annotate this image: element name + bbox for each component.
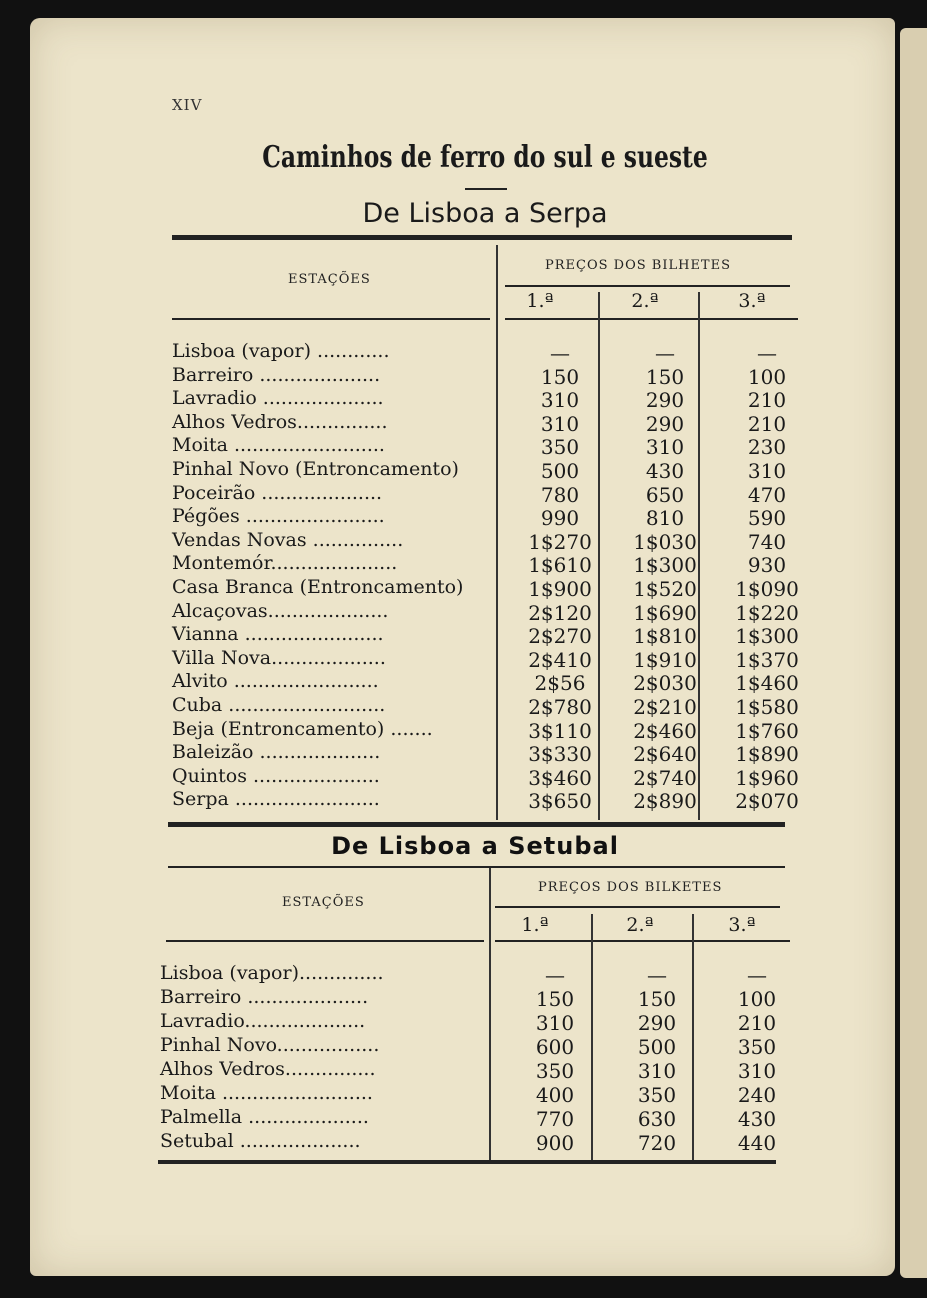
price-class-1: 1$610 [528, 553, 592, 578]
price-class-3: 430 [737, 1107, 777, 1131]
station-name: Barreiro .................... [160, 986, 369, 1008]
station-name: Barreiro .................... [172, 363, 381, 386]
price-class-3: 740 [747, 529, 787, 554]
station-name: Villa Nova................... [172, 646, 386, 669]
price-class-2: 720 [637, 1131, 677, 1155]
station-name: Lavradio .................... [172, 387, 384, 410]
price-class-3: 1$460 [735, 671, 799, 696]
price-class-2: 1$520 [633, 577, 697, 601]
price-class-3: — [747, 963, 767, 987]
price-class-1: 900 [535, 1131, 575, 1155]
price-class-3: 350 [737, 1035, 777, 1059]
price-class-1: 150 [535, 987, 575, 1011]
price-class-1: 500 [540, 459, 580, 483]
price-class-3: 1$580 [735, 695, 799, 719]
price-class-1: 1$270 [528, 529, 592, 554]
price-class-2: 150 [637, 987, 677, 1011]
price-class-3: 1$960 [735, 765, 799, 790]
title-divider [465, 188, 507, 190]
prices-underline [505, 285, 790, 287]
station-name: Lisboa (vapor).............. [160, 962, 384, 984]
price-class-2: 310 [645, 435, 685, 460]
price-class-1: 990 [540, 506, 580, 531]
station-name: Serpa ........................ [172, 788, 380, 811]
station-name: Alhos Vedros............... [160, 1058, 376, 1080]
prices-header-2: PREÇOS DOS BILKETES [538, 880, 723, 895]
price-class-1: 3$110 [528, 718, 592, 743]
price-class-1: 400 [535, 1083, 575, 1107]
station-name: Alhos Vedros............... [172, 410, 388, 433]
price-class-1: 310 [540, 388, 580, 413]
price-class-2: 2$640 [633, 742, 697, 767]
station-name: Vendas Novas ............... [172, 528, 404, 551]
stations-header: ESTAÇÕES [288, 272, 371, 287]
price-class-3: 210 [747, 411, 787, 436]
price-class-3: 100 [737, 987, 777, 1011]
page-title: Caminhos de ferro do sul e sueste [262, 140, 708, 175]
section2-top-rule [168, 866, 785, 868]
station-name: Alcaçovas.................... [172, 599, 389, 622]
price-class-1: 770 [535, 1107, 575, 1131]
price-class-2: 1$810 [633, 624, 697, 649]
price-class-2: 2$740 [633, 765, 697, 790]
price-class-2: 1$690 [633, 600, 697, 625]
station-name: Baleizão .................... [172, 741, 381, 764]
header-bottom-rule-2-left [166, 940, 484, 942]
price-class-3: 240 [737, 1083, 777, 1107]
price-class-2: — [655, 341, 675, 365]
station-name: Pinhal Novo (Entroncamento) [172, 458, 459, 480]
price-class-1: 2$120 [528, 600, 592, 625]
page-number: XIV [172, 96, 203, 114]
price-class-1: — [550, 341, 570, 365]
price-class-2: 150 [645, 364, 685, 389]
station-name: Quintos ..................... [172, 764, 380, 787]
price-class-1: 3$330 [528, 742, 592, 767]
price-class-2: 810 [645, 506, 685, 531]
price-class-3: 930 [747, 553, 787, 578]
class-2-header: 2.ª [631, 290, 659, 312]
price-class-3: 1$090 [735, 577, 799, 601]
price-class-2: 630 [637, 1107, 677, 1131]
price-class-2: 290 [637, 1011, 677, 1035]
price-class-1: 2$410 [528, 647, 592, 672]
price-class-2: 650 [645, 482, 685, 507]
price-class-3: 1$760 [735, 718, 799, 743]
class-1-header-2: 1.ª [521, 914, 549, 936]
section-bottom-rule [168, 822, 785, 827]
class-3-header: 3.ª [738, 290, 766, 312]
class-1-header: 1.ª [526, 290, 554, 312]
class-2-header-2: 2.ª [626, 914, 654, 936]
price-class-3: 230 [747, 435, 787, 460]
station-name: Cuba .......................... [172, 694, 386, 716]
price-class-3: 310 [747, 459, 787, 483]
price-class-1: 3$460 [528, 765, 592, 790]
price-class-1: 310 [535, 1011, 575, 1035]
stations-header-2: ESTAÇÕES [282, 895, 365, 910]
station-name: Moita ......................... [172, 434, 385, 457]
header-bottom-rule-left [172, 318, 490, 320]
station-name: Moita ......................... [160, 1082, 373, 1104]
price-class-3: 1$300 [735, 624, 799, 649]
price-class-1: 350 [535, 1059, 575, 1083]
price-class-3: 440 [737, 1131, 777, 1155]
price-class-3: 470 [747, 482, 787, 507]
section2-bottom-rule [158, 1160, 776, 1164]
station-name: Palmella .................... [160, 1106, 369, 1128]
price-class-2: 350 [637, 1083, 677, 1107]
header-bottom-rule-right [505, 318, 798, 320]
class-3-header-2: 3.ª [728, 914, 756, 936]
station-name: Montemór..................... [172, 552, 398, 575]
price-class-3: 310 [737, 1059, 777, 1083]
price-class-2: 1$910 [633, 647, 697, 672]
section-top-rule [172, 235, 792, 240]
price-class-3: — [757, 341, 777, 365]
price-class-2: 2$030 [633, 671, 697, 696]
price-class-1: 780 [540, 482, 580, 507]
station-name: Lavradio.................... [160, 1010, 366, 1032]
section-title-setubal: De Lisboa a Setubal [331, 832, 619, 860]
price-class-1: 600 [535, 1035, 575, 1059]
price-class-2: — [647, 963, 667, 987]
station-name: Alvito ........................ [172, 670, 379, 693]
price-class-2: 290 [645, 388, 685, 413]
price-class-3: 210 [747, 388, 787, 413]
adjacent-page-edge [900, 28, 927, 1278]
prices-header: PREÇOS DOS BILHETES [545, 258, 732, 273]
price-class-1: 1$900 [528, 577, 592, 601]
price-class-2: 1$300 [633, 553, 697, 578]
station-name: Poceirão .................... [172, 481, 383, 504]
header-bottom-rule-2-right [495, 940, 790, 942]
price-class-1: 2$780 [528, 695, 592, 719]
price-class-1: 2$56 [534, 671, 586, 696]
prices-underline-2 [495, 906, 780, 908]
station-name: Vianna ....................... [172, 623, 384, 646]
price-class-2: 2$210 [633, 695, 697, 719]
price-class-3: 1$370 [735, 647, 799, 672]
price-class-2: 1$030 [633, 529, 697, 554]
price-class-3: 1$890 [735, 742, 799, 767]
price-class-2: 290 [645, 411, 685, 436]
station-name: Pinhal Novo................. [160, 1034, 380, 1056]
station-name: Setubal .................... [160, 1130, 361, 1152]
station-name: Casa Branca (Entroncamento) [172, 576, 464, 598]
price-class-3: 1$220 [735, 600, 799, 625]
price-class-3: 590 [747, 506, 787, 531]
price-class-1: 310 [540, 411, 580, 436]
price-class-3: 2$070 [735, 789, 799, 814]
price-class-2: 310 [637, 1059, 677, 1083]
price-class-3: 210 [737, 1011, 777, 1035]
price-class-2: 2$890 [633, 789, 697, 814]
price-class-1: 3$650 [528, 789, 592, 814]
price-class-1: 2$270 [528, 624, 592, 649]
station-name: Beja (Entroncamento) ....... [172, 717, 433, 740]
price-class-1: — [545, 963, 565, 987]
price-class-1: 350 [540, 435, 580, 460]
price-class-1: 150 [540, 364, 580, 389]
price-class-2: 500 [637, 1035, 677, 1059]
column-divider-stations-2 [489, 868, 491, 1160]
price-class-3: 100 [747, 364, 787, 389]
station-name: Pégões ....................... [172, 505, 385, 528]
station-name: Lisboa (vapor) ............ [172, 340, 390, 362]
price-class-2: 430 [645, 459, 685, 483]
section-title-serpa: De Lisboa a Serpa [362, 198, 608, 229]
column-divider-stations [496, 245, 498, 820]
price-class-2: 2$460 [633, 718, 697, 743]
